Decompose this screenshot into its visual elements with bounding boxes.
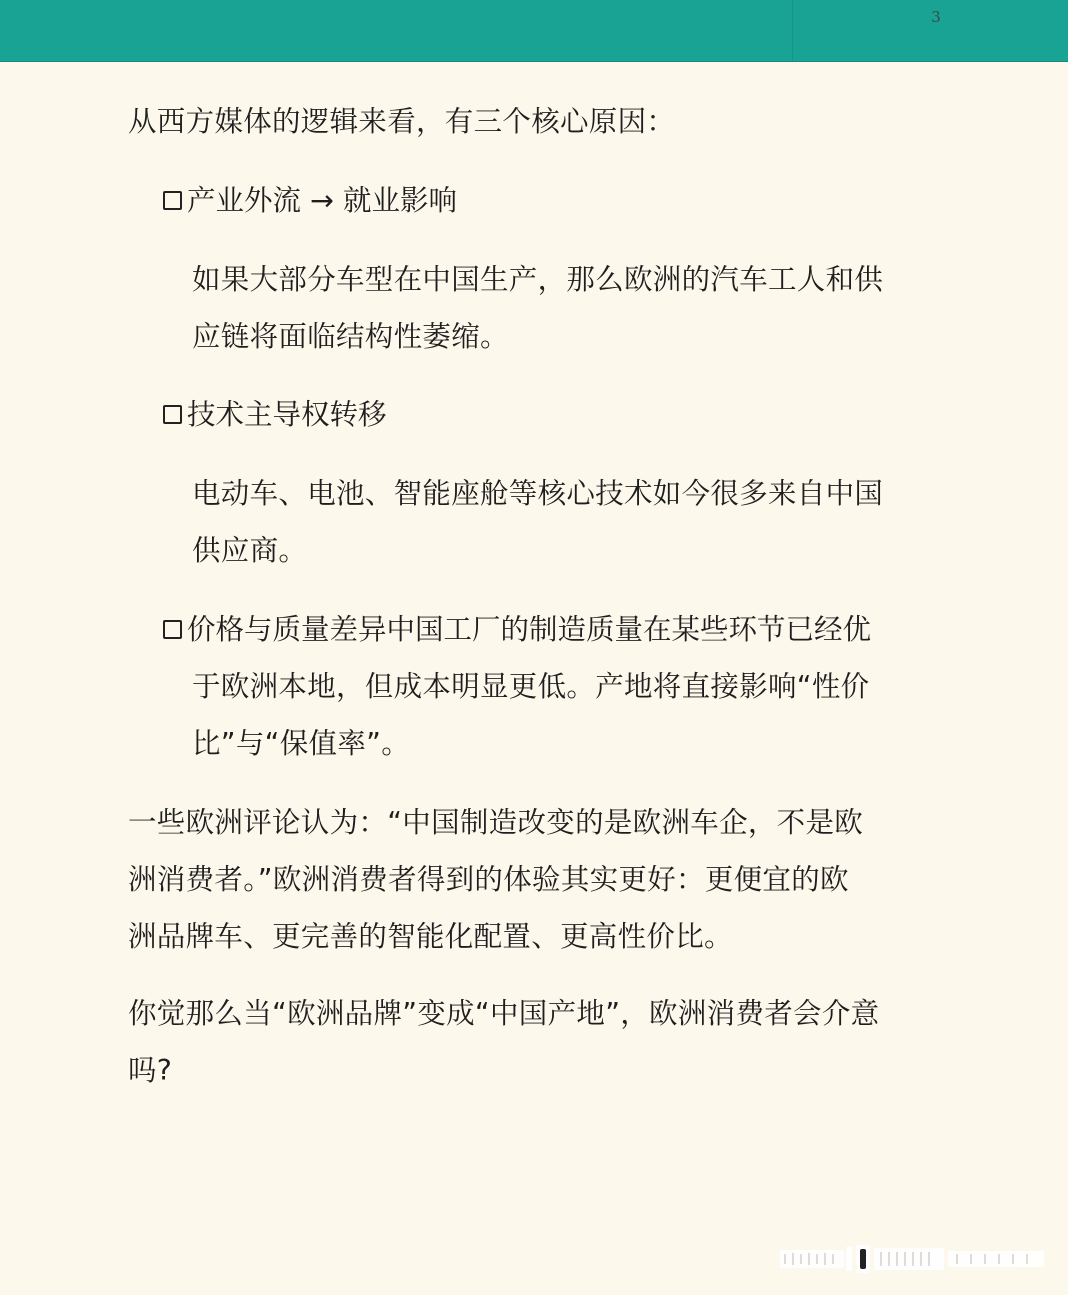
list-item-title-text: 产业外流 → 就业影响	[187, 184, 457, 217]
question-line: 你觉那么当“欧洲品牌”变成“中国产地”，欧洲消费者会介意	[128, 997, 880, 1030]
body-line: 电动车、电池、智能座舱等核心技术如今很多来自中国	[192, 477, 884, 510]
header-divider	[792, 0, 793, 61]
list-item-body-3	[192, 658, 869, 772]
header-bar	[0, 0, 1068, 62]
list-item-body-1	[192, 251, 883, 365]
watermark-logo	[780, 1244, 1044, 1274]
comment-line: 洲消费者。”欧洲消费者得到的体验其实更好：更便宜的欧	[128, 863, 849, 896]
question-line: 吗?	[128, 1054, 173, 1087]
body-line: 应链将面临结构性萎缩。	[192, 320, 509, 353]
body-line: 供应商。	[192, 534, 308, 567]
checkbox-icon	[163, 620, 182, 639]
checkbox-icon	[163, 191, 182, 210]
body-line: 于欧洲本地，但成本明显更低。产地将直接影响“性价	[192, 670, 870, 703]
comment-line: 一些欧洲评论认为：“中国制造改变的是欧洲车企，不是欧	[128, 806, 864, 839]
comment-paragraph	[128, 794, 863, 965]
list-item-title-1	[163, 172, 457, 229]
checkbox-icon	[163, 405, 182, 424]
page-number: 3	[931, 8, 941, 26]
list-item-title-text: 价格与质量差异中国工厂的制造质量在某些环节已经优	[187, 613, 872, 646]
body-line: 如果大部分车型在中国生产，那么欧洲的汽车工人和供	[192, 263, 884, 296]
list-item-title-2	[163, 386, 387, 443]
body-line: 比”与“保值率”。	[192, 727, 410, 760]
comment-line: 洲品牌车、更完善的智能化配置、更高性价比。	[128, 920, 733, 953]
list-item-title-3	[163, 601, 871, 658]
list-item-body-2	[192, 465, 883, 579]
intro-paragraph: 从西方媒体的逻辑来看，有三个核心原因：	[128, 105, 676, 138]
question-paragraph	[128, 985, 879, 1099]
list-item-title-text: 技术主导权转移	[187, 398, 387, 431]
